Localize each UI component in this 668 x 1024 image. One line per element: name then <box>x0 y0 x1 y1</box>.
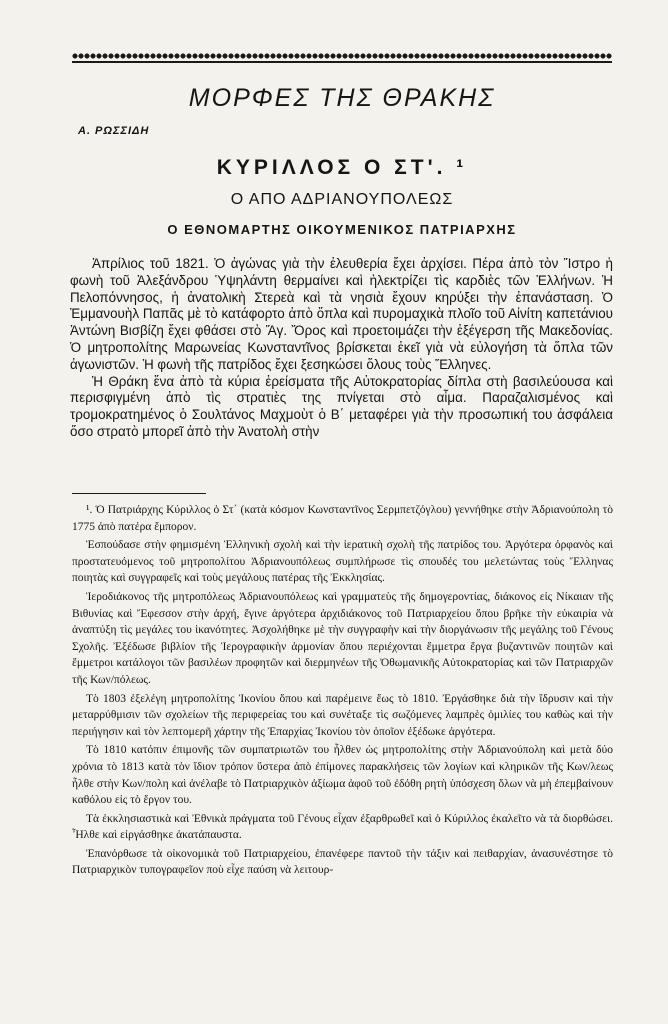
article-subheading: Ο ΑΠΟ ΑΔΡΙΑΝΟΥΠΟΛΕΩΣ <box>230 191 454 208</box>
footnote-separator <box>72 493 206 494</box>
footnote-paragraph: Τὸ 1803 ἐξελέγη μητροπολίτης Ἰκονίου ὅπου καὶ παρέμεινε ἕως τὸ 1810. Ἐργάσθηκε διὰ τὴν ἵδρυσιν καὶ τὴν μεταρρύθμισιν τῶν σχολείων τῆς περιφερείας του καὶ συνέταξε τὶς σωζόμενες λαμπρὲς ὁμιλίες του καθὼς καὶ τὴν περιήγησιν καὶ τὸν λεπτομερῆ χάρτην τῆς Ἐπαρχίας Ἰκονίου τὸν ὁποῖον ἐξέδωκε ἀργότερα. <box>72 692 613 738</box>
footnote-paragraph: Ἐσπούδασε στὴν φημισμένη Ἑλληνικὴ σχολὴ καὶ τὴν ἱερατικὴ σχολὴ τῆς πατρίδος του. Ἀργότερα ὀρφανὸς καὶ προστατευόμενος τοῦ μητροπολίτου Ἀδριανουπόλεως συμπλήρωσε τὶς σπουδές του μελετώντας τοὺς Ἕλληνας ποιητὰς καὶ συγγραφεῖς καὶ τοὺς μεγάλους πατέρας τῆς Ἐκκλησίας. <box>72 539 613 585</box>
footnote-paragraph: Ἐπανόρθωσε τὰ οἰκονομικὰ τοῦ Πατριαρχείου, ἐπανέφερε παντοῦ τὴν τάξιν καὶ πειθαρχίαν, ἀνασυνέστησε τὸ Πατριαρχικὸν τυπογραφεῖον ποὺ εἶχε παύση νὰ λειτουρ- <box>72 847 613 877</box>
footnote-paragraph: ¹. Ὁ Πατριάρχης Κύριλλος ὁ Στ΄ (κατὰ κόσμον Κωνσταντῖνος Σερμπετζόγλου) γεννήθηκε στὴν Ἀδριανούπολη τὸ 1775 ἀπὸ πατέρα ἔμπορον. <box>72 504 613 533</box>
footnote-paragraph: Τὰ ἐκκλησιαστικὰ καὶ Ἐθνικὰ πράγματα τοῦ Γένους εἶχαν ἐξαρθρωθεῖ καὶ ὁ Κύριλλος ἐκαλεῖτο νὰ τὰ διορθώσει. Ἦλθε καὶ εἰργάσθηκε ἀκατάπαυστα. <box>72 812 613 842</box>
top-ornament-rule <box>72 61 612 63</box>
author-name: Α. ΡΩΣΣΙΔΗ <box>78 125 150 137</box>
body-paragraph: Ἀπρίλιος τοῦ 1821. Ὁ ἀγώνας γιὰ τὴν ἐλευθερία ἔχει ἀρχίσει. Πέρα ἀπὸ τὸν Ἴστρο ἡ φωνὴ τοῦ Ἀλεξάνδρου Ὑψηλάντη θερμαίνει καὶ ἠλεκτρίζει τὶς καρδιὲς τῶν Ἑλλήνων. Ἡ Πελοπόννησος, ἡ ἀνατολικὴ Στερεὰ καὶ τὰ νησιὰ ἔχουν κηρύξει τὴν ἐπανάσταση. Ὁ Ἐμμανουὴλ Παπᾶς μὲ τὸ κατάφορτο ἀπὸ ὅπλα καὶ πυρομαχικὰ πλοῖο τοῦ Αἰνίτη καπετάνιου Ἀντώνη Βισβίζη ἔχει φθάσει στὸ Ἅγ. Ὄρος καὶ προετοιμάζει τὴν ἐξέγερση τῆς Μακεδονίας. Ὁ μητροπολίτης Μαρωνείας Κωνσταντῖνος βρίσκεται ἐκεῖ γιὰ νὰ εὐλογήση τὰ ὅπλα τῶν ἀγωνιστῶν. Ἡ φωνὴ τῆς πατρίδος ἔχει ξεσηκώσει ὅλους τοὺς Ἕλληνες. <box>70 256 613 372</box>
footnotes <box>72 502 613 879</box>
footnote-paragraph: Ἱεροδιάκονος τῆς μητροπόλεως Ἀδριανουπόλεως καὶ γραμματεὺς τῆς δημογεροντίας, διάκονος εἰς Νίκαιαν τῆς Βιθυνίας καὶ Ἔφεσσον στὴν ἀρχή, ἔγινε ἀργότερα ἀρχιδιάκονος τοῦ Πατριαρχείου ὅπου βρῆκε τὴν εὐκαιρία νὰ ἀναπτύξη τὶς μεγάλες του ἱκανότητες. Ἀσχολήθηκε μὲ τὴν συγγραφὴν καὶ τὴν διοργάνωσιν τῆς μεγάλης τοῦ Γένους Σχολῆς. Ἐξέδωσε βιβλίον τῆς Ἱερογραφικὴν ἁρμονίαν ὅπου περιέχονται ἔμμετρα ἔργα βυζαντινῶν ποιητῶν καὶ ἔμμετροι κατάλογοι τῶν βασιλέων προφητῶν καὶ διερμηνέων τῆς Ὀθωμανικῆς Αὐτοκρατορίας καὶ τῶν Πατριαρχῶν τῆς Κων/πόλεως. <box>72 590 613 686</box>
article-heading: ΚΥΡΙΛΛΟΣ Ο ΣΤ'. ¹ <box>216 156 468 179</box>
top-ornament-dots <box>72 52 612 60</box>
article-subheading-2: Ο ΕΘΝΟΜΑΡΤΗΣ ΟΙΚΟΥΜΕΝΙΚΟΣ ΠΑΤΡΙΑΡΧΗΣ <box>167 222 517 237</box>
article-body <box>70 256 613 441</box>
magazine-title: ΜΟΡΦΕΣ ΤΗΣ ΘΡΑΚΗΣ <box>188 84 496 112</box>
footnote-paragraph: Τὸ 1810 κατόπιν ἐπιμονῆς τῶν συμπατριωτῶν του ἦλθεν ὡς μητροπολίτης στὴν Ἀδριανούπολη καὶ μετὰ δύο χρόνια τὸ 1813 κατὰ τὸν ἴδιον τρόπον ὕστερα ἀπὸ ἐπίμονες παρακλήσεις τῶν λογίων καὶ κληρικῶν τῆς Κων/λεως ἦλθε στὴν Κων/πολη καὶ ἀνέλαβε τὸ Πατριαρχικὸν ἀξίωμα ἀφοῦ τοῦ ἐδόθη ρητὴ ὑπόσχεση ὅλων νὰ μὴ ἐπεμβαίνουν καθόλου εἰς τὸ ἔργον του. <box>72 744 613 807</box>
body-paragraph: Ἡ Θράκη ἕνα ἀπὸ τὰ κύρια ἐρείσματα τῆς Αὐτοκρατορίας δίπλα στὴ βασιλεύουσα καὶ περισφιγμένη ἀπὸ τὶς στρατιὲς της πνίγεται στὸ αἷμα. Παραζαλισμένος καὶ τρομοκρατημένος ὁ Σουλτάνος Μαχμοὺτ ὁ Β΄ μεταφέρει γιὰ τὴν προσωπική του ἀσφάλεια ὅσο στρατὸ μπορεῖ ἀπὸ τὴν Ἀνατολὴ στὴν <box>70 373 613 439</box>
